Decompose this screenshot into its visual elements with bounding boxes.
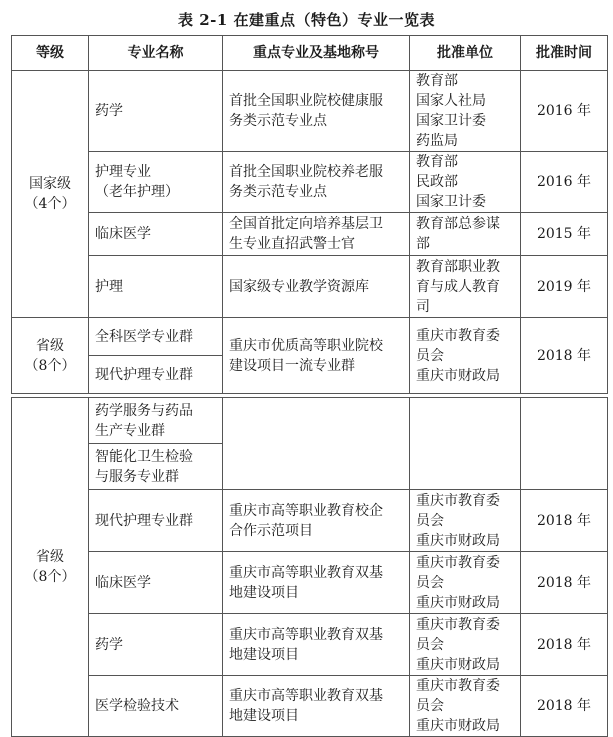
unit-cell: 重庆市教育委 员会 重庆市财政局: [410, 552, 521, 614]
table-row: [12, 71, 608, 152]
unit-cell: 重庆市教育委 员会 重庆市财政局: [410, 614, 521, 676]
table-row: [12, 152, 608, 213]
level-cell: 国家级 （4个）: [12, 71, 89, 318]
time-cell: 2018 年: [521, 614, 608, 676]
major-cell: 现代护理专业群: [89, 490, 223, 552]
unit-cell: [410, 398, 521, 490]
major-cell: 临床医学: [89, 213, 223, 256]
unit-cell: 重庆市教育委 员会 重庆市财政局: [410, 676, 521, 737]
header-title: 重点专业及基地称号: [223, 36, 410, 71]
title-cell: 首批全国职业院校健康服 务类示范专业点: [223, 71, 410, 152]
major-cell: 全科医学专业群: [89, 318, 223, 356]
table-row: [12, 398, 608, 444]
unit-cell: 教育部 国家人社局 国家卫计委 药监局: [410, 71, 521, 152]
major-cell: 药学服务与药品 生产专业群: [89, 398, 223, 444]
title-cell: 首批全国职业院校养老服 务类示范专业点: [223, 152, 410, 213]
time-cell: 2018 年: [521, 676, 608, 737]
header-row: [12, 36, 608, 71]
table-row: [12, 676, 608, 737]
time-cell: 2016 年: [521, 152, 608, 213]
title-cell: 重庆市优质高等职业院校 建设项目一流专业群: [223, 318, 410, 394]
title-cell: 国家级专业教学资源库: [223, 256, 410, 318]
table-row: [12, 552, 608, 614]
header-level: 等级: [12, 36, 89, 71]
major-cell: 临床医学: [89, 552, 223, 614]
header-unit: 批准单位: [410, 36, 521, 71]
major-cell: 现代护理专业群: [89, 356, 223, 394]
major-cell: 药学: [89, 614, 223, 676]
title-cell: 重庆市高等职业教育校企 合作示范项目: [223, 490, 410, 552]
major-cell: 智能化卫生检验 与服务专业群: [89, 444, 223, 490]
table-row: [12, 256, 608, 318]
time-cell: [521, 398, 608, 490]
title-cell: 重庆市高等职业教育双基 地建设项目: [223, 676, 410, 737]
title-cell: 重庆市高等职业教育双基 地建设项目: [223, 552, 410, 614]
table-caption: 表 2-1 在建重点（特色）专业一览表: [177, 11, 436, 29]
unit-cell: 教育部职业教 育与成人教育 司: [410, 256, 521, 318]
time-cell: 2016 年: [521, 71, 608, 152]
table-row: [12, 490, 608, 552]
table-row: [12, 318, 608, 356]
time-cell: 2018 年: [521, 318, 608, 394]
title-cell: [223, 398, 410, 490]
header-time: 批准时间: [521, 36, 608, 71]
major-cell: 医学检验技术: [89, 676, 223, 737]
unit-cell: 重庆市教育委 员会 重庆市财政局: [410, 490, 521, 552]
key-majors-table: [11, 35, 608, 737]
major-cell: 药学: [89, 71, 223, 152]
header-major: 专业名称: [89, 36, 223, 71]
title-cell: 全国首批定向培养基层卫 生专业直招武警士官: [223, 213, 410, 256]
time-cell: 2019 年: [521, 256, 608, 318]
level-cell: 省级 （8个）: [12, 398, 89, 737]
table-row: [12, 213, 608, 256]
time-cell: 2018 年: [521, 490, 608, 552]
title-cell: 重庆市高等职业教育双基 地建设项目: [223, 614, 410, 676]
unit-cell: 教育部 民政部 国家卫计委: [410, 152, 521, 213]
time-cell: 2015 年: [521, 213, 608, 256]
time-cell: 2018 年: [521, 552, 608, 614]
unit-cell: 重庆市教育委 员会 重庆市财政局: [410, 318, 521, 394]
level-cell: 省级 （8个）: [12, 318, 89, 394]
major-cell: 护理专业 （老年护理）: [89, 152, 223, 213]
major-cell: 护理: [89, 256, 223, 318]
unit-cell: 教育部总参谋 部: [410, 213, 521, 256]
table-row: [12, 614, 608, 676]
